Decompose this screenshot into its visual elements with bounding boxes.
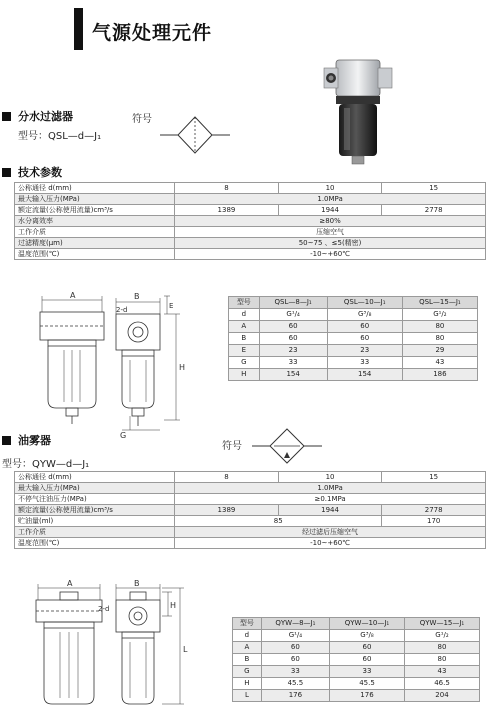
label-2d: 2-d bbox=[98, 605, 110, 613]
spec-cell: 经过滤后压缩空气 bbox=[175, 527, 486, 538]
dim-cell: H bbox=[229, 369, 260, 381]
dim-cell: 33 bbox=[259, 357, 327, 369]
dim-row bbox=[233, 690, 480, 702]
dim-row bbox=[229, 333, 478, 345]
spec-cell: 10 bbox=[278, 183, 382, 194]
dim-header-cell: QSL—8—J₁ bbox=[259, 297, 327, 309]
filter-product-photo bbox=[322, 58, 394, 170]
spec-row bbox=[15, 227, 486, 238]
spec-cell: 1389 bbox=[175, 205, 279, 216]
lubricator-symbol-label: 符号 bbox=[222, 441, 242, 452]
dim-cell: 33 bbox=[327, 357, 402, 369]
spec-cell: 1944 bbox=[278, 505, 382, 516]
dim-cell: 80 bbox=[404, 654, 479, 666]
dim-row bbox=[229, 369, 478, 381]
spec-row bbox=[15, 238, 486, 249]
spec-cell: 2778 bbox=[382, 505, 486, 516]
dim-cell: 204 bbox=[404, 690, 479, 702]
dim-cell: 176 bbox=[261, 690, 329, 702]
spec-cell: ≥0.1MPa bbox=[175, 494, 486, 505]
dim-cell: 80 bbox=[402, 333, 477, 345]
dim-row bbox=[233, 630, 480, 642]
dim-cell: 46.5 bbox=[404, 678, 479, 690]
spec-row-label: 贮油量(ml) bbox=[15, 516, 175, 527]
dim-header-cell: QYW—8—J₁ bbox=[261, 618, 329, 630]
spec-row-label: 温度范围(℃) bbox=[15, 249, 175, 260]
dim-cell: 80 bbox=[402, 321, 477, 333]
spec-cell: -10~+60℃ bbox=[175, 538, 486, 549]
spec-row bbox=[15, 505, 486, 516]
lubricator-dimension-table bbox=[232, 617, 480, 702]
spec-row bbox=[15, 472, 486, 483]
lubricator-model-code: 型号：QYW—d—J₁ bbox=[2, 459, 90, 470]
dim-row bbox=[229, 357, 478, 369]
dim-header-cell: QSL—15—J₁ bbox=[402, 297, 477, 309]
spec-row bbox=[15, 216, 486, 227]
spec-cell: ≥80% bbox=[175, 216, 486, 227]
label-H: H bbox=[170, 601, 177, 610]
filter-spec-table bbox=[14, 182, 486, 260]
dim-header-cell: 型号 bbox=[233, 618, 262, 630]
lubricator-section-heading: 油雾器 bbox=[2, 432, 51, 448]
dim-cell: B bbox=[233, 654, 262, 666]
dim-cell: 80 bbox=[404, 642, 479, 654]
spec-cell: 15 bbox=[382, 472, 486, 483]
filter-dimension-table bbox=[228, 296, 478, 381]
dim-cell: 29 bbox=[402, 345, 477, 357]
spec-cell: 1944 bbox=[278, 205, 382, 216]
dim-row bbox=[233, 642, 480, 654]
dim-cell: G¹/₂ bbox=[404, 630, 479, 642]
label-A: A bbox=[70, 291, 76, 300]
filter-symbol-icon bbox=[160, 114, 230, 156]
spec-cell: 8 bbox=[175, 472, 279, 483]
spec-cell: 50~75 、≤5(精密) bbox=[175, 238, 486, 249]
dim-cell: 60 bbox=[259, 321, 327, 333]
spec-cell: -10~+60℃ bbox=[175, 249, 486, 260]
dim-header-row bbox=[229, 297, 478, 309]
dim-header-cell: QYW—15—J₁ bbox=[404, 618, 479, 630]
label-E: E bbox=[169, 302, 174, 310]
spec-row-label: 工作介质 bbox=[15, 227, 175, 238]
dim-header-cell: QYW—10—J₁ bbox=[330, 618, 405, 630]
spec-row bbox=[15, 183, 486, 194]
dim-cell: 154 bbox=[327, 369, 402, 381]
spec-row bbox=[15, 538, 486, 549]
dim-cell: 45.5 bbox=[261, 678, 329, 690]
dim-cell: A bbox=[229, 321, 260, 333]
spec-row-label: 水分离效率 bbox=[15, 216, 175, 227]
dim-row bbox=[229, 309, 478, 321]
dim-header-row bbox=[233, 618, 480, 630]
label-B: B bbox=[134, 292, 140, 301]
spec-cell: 170 bbox=[382, 516, 486, 527]
title-accent-bar bbox=[74, 8, 83, 50]
spec-row-label: 额定流量(公称使用流量)cm³/s bbox=[15, 505, 175, 516]
dim-cell: 33 bbox=[330, 666, 405, 678]
spec-row-label: 不停气注油压力(MPa) bbox=[15, 494, 175, 505]
dim-cell: G bbox=[233, 666, 262, 678]
lubricator-dimension-drawing bbox=[24, 578, 224, 724]
dim-header-cell: 型号 bbox=[229, 297, 260, 309]
spec-row-label: 温度范围(℃) bbox=[15, 538, 175, 549]
lubricator-symbol-icon bbox=[252, 426, 322, 466]
dim-cell: 45.5 bbox=[330, 678, 405, 690]
dim-row bbox=[229, 321, 478, 333]
dim-cell: B bbox=[229, 333, 260, 345]
dim-cell: E bbox=[229, 345, 260, 357]
label-G: G bbox=[120, 431, 127, 440]
spec-row bbox=[15, 194, 486, 205]
spec-row-label: 过滤精度(μm) bbox=[15, 238, 175, 249]
spec-cell: 15 bbox=[382, 183, 486, 194]
spec-row-label: 公称通径 d(mm) bbox=[15, 472, 175, 483]
dim-cell: L bbox=[233, 690, 262, 702]
dim-cell: 43 bbox=[402, 357, 477, 369]
spec-row-label: 额定流量(公称使用流量)cm³/s bbox=[15, 205, 175, 216]
filter-symbol-label: 符号 bbox=[132, 114, 152, 125]
dim-cell: G¹/₂ bbox=[402, 309, 477, 321]
dim-cell: 33 bbox=[261, 666, 329, 678]
spec-cell: 85 bbox=[175, 516, 382, 527]
dim-cell: A bbox=[233, 642, 262, 654]
dim-cell: G¹/₄ bbox=[259, 309, 327, 321]
dim-cell: d bbox=[229, 309, 260, 321]
dim-cell: 23 bbox=[259, 345, 327, 357]
dim-cell: 60 bbox=[261, 642, 329, 654]
spec-row-label: 最大输入压力(MPa) bbox=[15, 194, 175, 205]
dim-cell: 176 bbox=[330, 690, 405, 702]
dim-cell: 60 bbox=[327, 321, 402, 333]
dim-cell: G¹/₄ bbox=[261, 630, 329, 642]
tech-params-heading: 技术参数 bbox=[2, 164, 62, 180]
section-square-icon bbox=[2, 168, 11, 177]
label-A: A bbox=[67, 579, 73, 588]
spec-row-label: 最大输入压力(MPa) bbox=[15, 483, 175, 494]
dim-header-cell: QSL—10—J₁ bbox=[327, 297, 402, 309]
dim-cell: 60 bbox=[261, 654, 329, 666]
label-B: B bbox=[134, 579, 140, 588]
spec-cell: 1.0MPa bbox=[175, 194, 486, 205]
spec-row bbox=[15, 483, 486, 494]
dim-row bbox=[233, 666, 480, 678]
dim-cell: 23 bbox=[327, 345, 402, 357]
dim-cell: 60 bbox=[259, 333, 327, 345]
filter-section-heading: 分水过滤器 bbox=[2, 108, 73, 124]
dim-cell: 186 bbox=[402, 369, 477, 381]
label-L: L bbox=[183, 645, 188, 654]
dim-cell: d bbox=[233, 630, 262, 642]
spec-row-label: 工作介质 bbox=[15, 527, 175, 538]
spec-cell: 8 bbox=[175, 183, 279, 194]
dim-cell: 154 bbox=[259, 369, 327, 381]
dim-row bbox=[233, 678, 480, 690]
spec-row bbox=[15, 527, 486, 538]
page-title: 气源处理元件 bbox=[92, 22, 213, 44]
spec-row bbox=[15, 205, 486, 216]
dim-row bbox=[229, 345, 478, 357]
section-square-icon bbox=[2, 112, 11, 121]
dim-cell: 60 bbox=[327, 333, 402, 345]
spec-cell: 1.0MPa bbox=[175, 483, 486, 494]
spec-row bbox=[15, 516, 486, 527]
dim-cell: 43 bbox=[404, 666, 479, 678]
dim-cell: G³/₈ bbox=[330, 630, 405, 642]
label-H: H bbox=[179, 363, 186, 372]
spec-cell: 1389 bbox=[175, 505, 279, 516]
dim-cell: G³/₈ bbox=[327, 309, 402, 321]
dim-cell: 60 bbox=[330, 642, 405, 654]
spec-cell: 2778 bbox=[382, 205, 486, 216]
dim-row bbox=[233, 654, 480, 666]
filter-model-code: 型号：QSL—d—J₁ bbox=[18, 131, 102, 142]
spec-row bbox=[15, 494, 486, 505]
lubricator-spec-table bbox=[14, 471, 486, 549]
filter-dimension-drawing bbox=[30, 290, 230, 440]
spec-row-label: 公称通径 d(mm) bbox=[15, 183, 175, 194]
spec-cell: 压缩空气 bbox=[175, 227, 486, 238]
section-square-icon bbox=[2, 436, 11, 445]
spec-row bbox=[15, 249, 486, 260]
dim-cell: 60 bbox=[330, 654, 405, 666]
spec-cell: 10 bbox=[278, 472, 382, 483]
dim-cell: H bbox=[233, 678, 262, 690]
dim-cell: G bbox=[229, 357, 260, 369]
label-2d: 2-d bbox=[116, 306, 128, 314]
